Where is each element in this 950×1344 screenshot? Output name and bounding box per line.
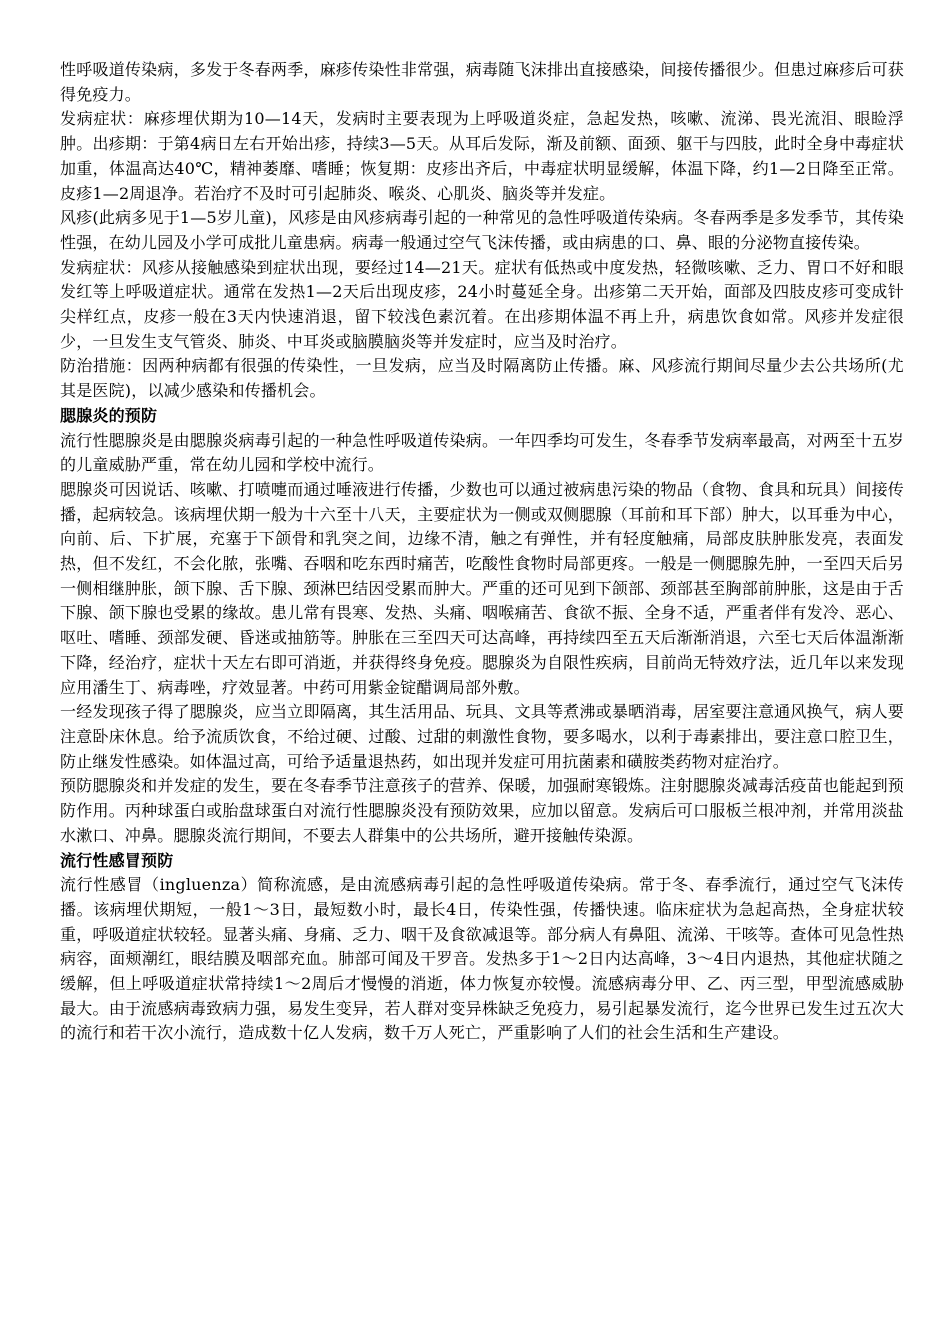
section-heading-mumps: 腮腺炎的预防	[60, 405, 158, 425]
paragraph-rubella-symptoms: 发病症状：风疹从接触感染到症状出现，要经过14—21天。症状有低热或中度发热，轻微咳嗽、乏力、胃口不好和眼发红等上呼吸道症状。通常在发热1—2天后出现皮疹，24小时蔓延全身。出疹第二天开始，面部及四肢皮疹可变成针尖样红点，皮疹一般在3天内快速消退，留下较浅色素沉着。在出疹期体温不再上升，病患饮食如常。风疹并发症很少，一旦发生支气管炎、肺炎、中耳炎或脑膜脑炎等并发症时，应当及时治疗。	[60, 257, 904, 351]
paragraph-mumps-prevention: 预防腮腺炎和并发症的发生，要在冬春季节注意孩子的营养、保暖，加强耐寒锻炼。注射腮腺炎减毒活疫苗也能起到预防作用。丙种球蛋白或胎盘球蛋白对流行性腮腺炎没有预防效果，应加以留意。发病后可口服板兰根冲剂，并常用淡盐水漱口、冲鼻。腮腺炎流行期间，不要去人群集中的公共场所，避开接触传染源。	[60, 776, 904, 845]
paragraph-flu: 流行性感冒（ingluenza）简称流感，是由流感病毒引起的急性呼吸道传染病。常于冬、春季流行，通过空气飞沫传播。该病埋伏期短，一般1～3日，最短数小时，最长4日，传染性强，传播快速。临床症状为急起高热，全身症状较重，呼吸道症状较轻。显著头痛、身痛、乏力、咽干及食欲减退等。部分病人有鼻阻、流涕、干咳等。查体可见急性热病容，面颊潮红，眼结膜及咽部充血。肺部可闻及干罗音。发热多于1～2日内达高峰，3～4日内退热，其他症状随之缓解，但上呼吸道症状常持续1～2周后才慢慢的消逝，体力恢复亦较慢。流感病毒分甲、乙、丙三型，甲型流感威胁最大。由于流感病毒致病力强，易发生变异，若人群对变异株缺乏免疫力，易引起暴发流行，迄今世界已发生过五次大的流行和若干次小流行，造成数十亿人发病，数千万人死亡，严重影响了人们的社会生活和生产建设。	[60, 875, 904, 1043]
paragraph-prevention-measures: 防治措施：因两种病都有很强的传染性，一旦发病，应当及时隔离防止传播。麻、风疹流行期间尽量少去公共场所(尤其是医院)，以减少感染和传播机会。	[60, 356, 904, 401]
paragraph-measles-symptoms: 发病症状：麻疹埋伏期为10—14天，发病时主要表现为上呼吸道炎症，急起发热，咳嗽、流涕、畏光流泪、眼睑浮肿。出疹期：于第4病日左右开始出疹，持续3—5天。从耳后发际，渐及前额、面颈、躯干与四肢，此时全身中毒症状加重，体温高达40℃，精神萎靡、嗜睡；恢复期：皮疹出齐后，中毒症状明显缓解，体温下降，约1—2日降至正常。皮疹1—2周退净。若治疗不及时可引起肺炎、喉炎、心肌炎、脑炎等并发症。	[60, 109, 904, 203]
section-heading-flu: 流行性感冒预防	[60, 850, 174, 870]
paragraph-measles-intro: 性呼吸道传染病，多发于冬春两季，麻疹传染性非常强，病毒随飞沫排出直接感染，间接传播很少。但患过麻疹后可获得免疫力。	[60, 60, 904, 104]
paragraph-rubella-intro: 风疹(此病多见于1—5岁儿童)，风疹是由风疹病毒引起的一种常见的急性呼吸道传染病。冬春两季是多发季节，其传染性强，在幼儿园及小学可成批儿童患病。病毒一般通过空气飞沫传播，或由病患的口、鼻、眼的分泌物直接传染。	[60, 208, 904, 252]
paragraph-mumps-care: 一经发现孩子得了腮腺炎，应当立即隔离，其生活用品、玩具、文具等煮沸或暴晒消毒，居室要注意通风换气，病人要注意卧床休息。给予流质饮食，不给过硬、过酸、过甜的刺激性食物，要多喝水，以利于毒素排出，要注意口腔卫生，防止继发性感染。如体温过高，可给予适量退热药，如出现并发症可用抗菌素和磺胺类药物对症治疗。	[60, 702, 904, 771]
document-page	[60, 58, 904, 1046]
paragraph-mumps-transmission: 腮腺炎可因说话、咳嗽、打喷嚏而通过唾液进行传播，少数也可以通过被病患污染的物品（食物、食具和玩具）间接传播，起病较急。该病埋伏期一般为十六至十八天，主要症状为一侧或双侧腮腺（耳前和耳下部）肿大，以耳垂为中心，向前、后、下扩展，充塞于下颌骨和乳突之间，边缘不清，触之有弹性，并有轻度触痛，局部皮肤肿胀发亮，表面发热，但不发红，不会化脓，张嘴、吞咽和吃东西时痛苦，吃酸性食物时局部更疼。一般是一侧腮腺先肿，一至四天后另一侧相继肿胀，颌下腺、舌下腺、颈淋巴结因受累而肿大。严重的还可见到下颌部、颈部甚至胸部前肿胀，这是由于舌下腺、颌下腺也受累的缘故。患儿常有畏寒、发热、头痛、咽喉痛苦、食欲不振、全身不适，严重者伴有发冷、恶心、呕吐、嗜睡、颈部发硬、昏迷或抽筋等。肿胀在三至四天可达高峰，再持续四至五天后渐渐消退，六至七天后体温渐渐下降，经治疗，症状十天左右即可消逝，并获得终身免疫。腮腺炎为自限性疾病，目前尚无特效疗法，近几年以来发现应用潘生丁、病毒唑，疗效显著。中药可用紫金锭醋调局部外敷。	[60, 479, 904, 697]
paragraph-mumps-intro: 流行性腮腺炎是由腮腺炎病毒引起的一种急性呼吸道传染病。一年四季均可发生，冬春季节发病率最高，对两至十五岁的儿童威胁严重，常在幼儿园和学校中流行。	[60, 430, 904, 475]
